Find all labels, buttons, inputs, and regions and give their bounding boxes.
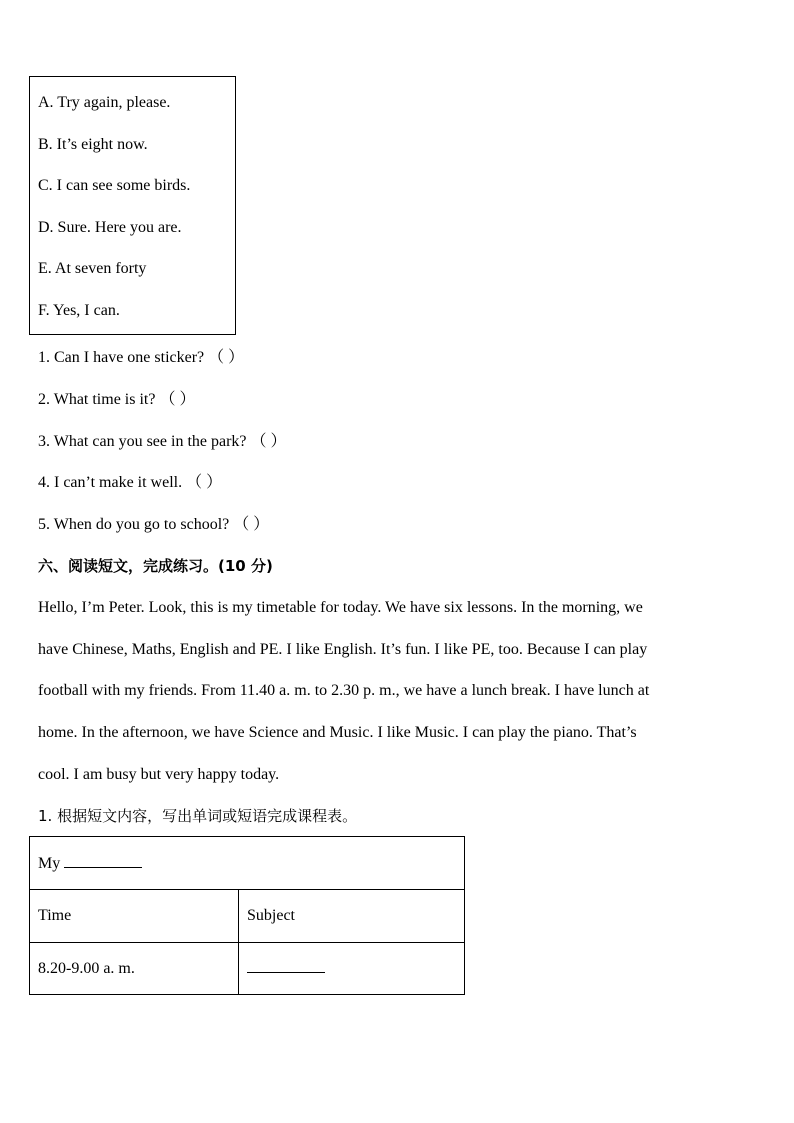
passage-line-2: have Chinese, Maths, English and PE. I like English. It’s fun. I like PE, too. Because I can play — [38, 641, 648, 658]
question-5-text: 5. When do you go to school? — [38, 516, 230, 533]
passage-line-1: Hello, I’m Peter. Look, this is my timetable for today. We have six lessons. In the morning, we — [38, 599, 643, 616]
passage-line-4: home. In the afternoon, we have Science and Music. I like Music. I can play the piano. That’s — [38, 724, 637, 741]
question-3-text: 3. What can you see in the park? — [38, 433, 247, 450]
question-4-text: 4. I can’t make it well. — [38, 474, 183, 491]
question-1-text: 1. Can I have one sticker? — [38, 349, 205, 366]
row-1-time: 8.20-9.00 a. m. — [30, 943, 239, 995]
question-1-answer-blank[interactable]: （ ） — [208, 349, 245, 366]
question-2-text: 2. What time is it? — [38, 391, 156, 408]
question-2-answer-blank[interactable]: （ ） — [159, 391, 196, 408]
row-1-subject — [239, 943, 465, 995]
question-4-answer-blank[interactable]: （ ） — [186, 474, 223, 491]
question-4 — [38, 473, 222, 493]
option-d-text: D. Sure. Here you are. — [38, 219, 182, 236]
question-2 — [38, 390, 195, 410]
section-heading: 六、阅读短文，完成练习。(10 分) — [38, 557, 273, 575]
question-5-answer-blank[interactable]: （ ） — [233, 516, 270, 533]
timetable-title-prefix: My — [38, 854, 61, 872]
task-instruction: 1. 根据短文内容，写出单词或短语完成课程表。 — [38, 807, 358, 825]
question-1 — [38, 348, 244, 368]
option-b-text: B. It’s eight now. — [38, 136, 148, 153]
question-3-answer-blank[interactable]: （ ） — [250, 433, 287, 450]
option-c-text: C. I can see some birds. — [38, 177, 191, 194]
timetable-title-blank[interactable] — [64, 853, 142, 868]
question-3 — [38, 432, 287, 452]
option-f-text: F. Yes, I can. — [38, 302, 120, 319]
timetable-header-row — [30, 890, 465, 943]
option-a-text: A. Try again, please. — [38, 94, 171, 111]
timetable-title-cell — [30, 837, 465, 890]
passage-line-5: cool. I am busy but very happy today. — [38, 766, 280, 783]
options-box — [29, 76, 236, 335]
timetable — [29, 836, 465, 995]
question-5 — [38, 515, 269, 535]
header-subject: Subject — [239, 890, 465, 943]
table-row — [30, 943, 465, 995]
option-e-text: E. At seven forty — [38, 260, 147, 277]
passage-line-3: football with my friends. From 11.40 a. m. to 2.30 p. m., we have a lunch break. I have lunch at — [38, 682, 650, 699]
timetable-title-row — [30, 837, 465, 890]
header-time: Time — [30, 890, 239, 943]
row-1-subject-blank[interactable] — [247, 958, 325, 973]
